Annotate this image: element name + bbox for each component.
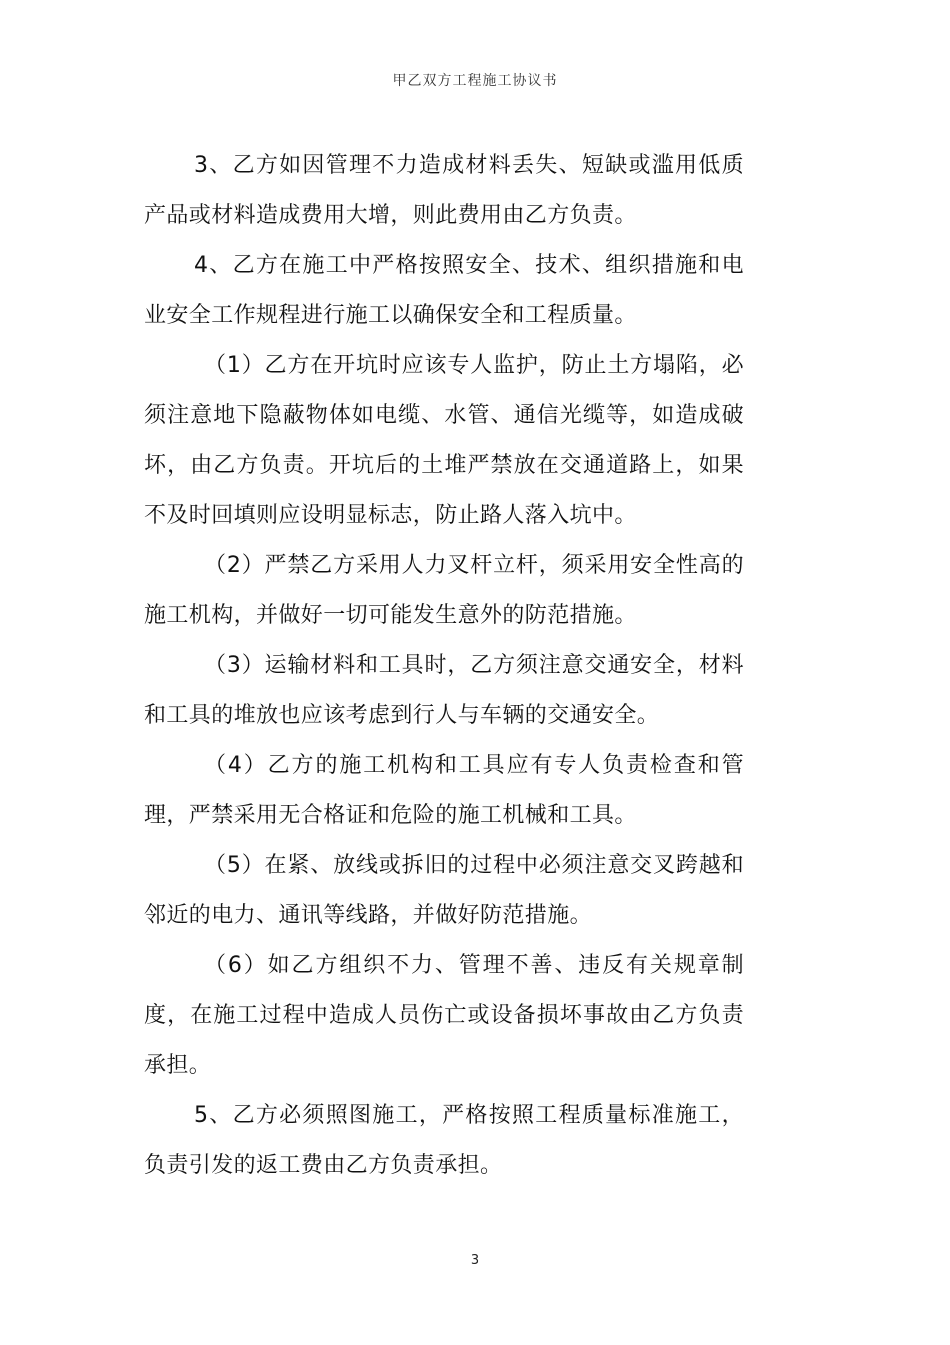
page-header: 甲乙双方工程施工协议书 [392, 73, 558, 89]
document-body [144, 141, 744, 1191]
clause-4: 4、乙方在施工中严格按照安全、技术、组织措施和电业安全工作规程进行施工以确保安全和工程质量。 [144, 253, 744, 328]
clause-4-item-3: （3）运输材料和工具时，乙方须注意交通安全，材料和工具的堆放也应该考虑到行人与车辆的交通安全。 [144, 653, 744, 728]
clause-3: 3、乙方如因管理不力造成材料丢失、短缺或滥用低质产品或材料造成费用大增，则此费用由乙方负责。 [144, 153, 744, 228]
clause-4-item-2: （2）严禁乙方采用人力叉杆立杆，须采用安全性高的施工机构，并做好一切可能发生意外的防范措施。 [144, 553, 744, 628]
page-number: 3 [470, 1253, 480, 1268]
clause-4-item-1: （1）乙方在开坑时应该专人监护，防止土方塌陷，必须注意地下隐蔽物体如电缆、水管、通信光缆等，如造成破坏，由乙方负责。开坑后的土堆严禁放在交通道路上，如果不及时回填则应设明显标志，防止路人落入坑中。 [144, 353, 744, 528]
clause-4-item-4: （4）乙方的施工机构和工具应有专人负责检查和管理，严禁采用无合格证和危险的施工机械和工具。 [144, 753, 744, 828]
clause-5: 5、乙方必须照图施工，严格按照工程质量标准施工，负责引发的返工费由乙方负责承担。 [144, 1103, 744, 1178]
clause-4-item-5: （5）在紧、放线或拆旧的过程中必须注意交叉跨越和邻近的电力、通讯等线路，并做好防范措施。 [144, 853, 744, 928]
clause-4-item-6: （6）如乙方组织不力、管理不善、违反有关规章制度，在施工过程中造成人员伤亡或设备损坏事故由乙方负责承担。 [144, 953, 744, 1078]
